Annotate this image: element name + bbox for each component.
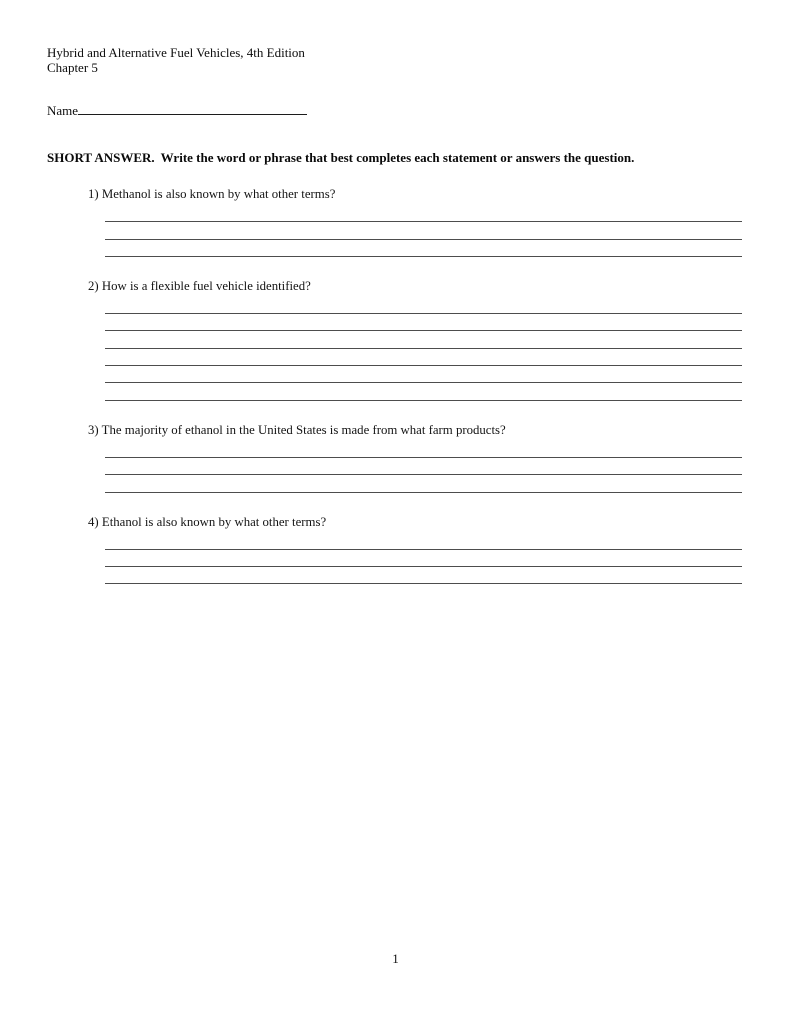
question-number: 3) bbox=[88, 422, 99, 437]
answer-line bbox=[105, 222, 742, 239]
question-text bbox=[88, 423, 742, 438]
instruction-text bbox=[47, 150, 742, 165]
answer-line bbox=[105, 297, 742, 314]
document-title: Hybrid and Alternative Fuel Vehicles, 4th Edition bbox=[47, 45, 305, 60]
question-number: 2) bbox=[88, 278, 99, 293]
instruction-body: Write the word or phrase that best completes each statement or answers the question. bbox=[160, 150, 635, 165]
answer-line bbox=[105, 550, 742, 567]
chapter-label: Chapter 5 bbox=[47, 59, 98, 75]
answer-line bbox=[105, 331, 742, 348]
question-body: How is a flexible fuel vehicle identified? bbox=[101, 278, 311, 293]
answer-line bbox=[105, 349, 742, 366]
name-fill-line bbox=[78, 101, 307, 115]
instruction-heading: SHORT ANSWER. bbox=[47, 150, 155, 165]
answer-line bbox=[105, 240, 742, 257]
document-header bbox=[47, 46, 742, 75]
answer-lines-group bbox=[105, 533, 742, 585]
answer-line bbox=[105, 314, 742, 331]
answer-lines-group bbox=[105, 297, 742, 401]
name-label: Name bbox=[47, 103, 79, 118]
question-block bbox=[47, 187, 742, 257]
question-block bbox=[47, 515, 742, 585]
answer-line bbox=[105, 458, 742, 475]
answer-line bbox=[105, 366, 742, 383]
page-number: 1 bbox=[392, 951, 399, 966]
answer-line bbox=[105, 205, 742, 222]
question-body: Methanol is also known by what other terms? bbox=[101, 187, 336, 201]
question-block bbox=[47, 279, 742, 401]
question-number: 1) bbox=[88, 187, 99, 201]
question-body: The majority of ethanol in the United States is made from what farm products? bbox=[101, 422, 506, 437]
question-body: Ethanol is also known by what other terms? bbox=[101, 514, 327, 529]
answer-lines-group bbox=[105, 205, 742, 257]
question-number: 4) bbox=[88, 514, 99, 529]
question-text bbox=[88, 279, 742, 294]
answer-line bbox=[105, 475, 742, 492]
answer-line bbox=[105, 533, 742, 550]
answer-line bbox=[105, 567, 742, 584]
question-text bbox=[88, 515, 742, 530]
answer-line bbox=[105, 441, 742, 458]
question-text bbox=[88, 187, 742, 202]
answer-lines-group bbox=[105, 441, 742, 493]
questions-list bbox=[47, 187, 742, 584]
answer-line bbox=[105, 383, 742, 400]
name-row bbox=[47, 101, 742, 119]
question-block bbox=[47, 423, 742, 493]
